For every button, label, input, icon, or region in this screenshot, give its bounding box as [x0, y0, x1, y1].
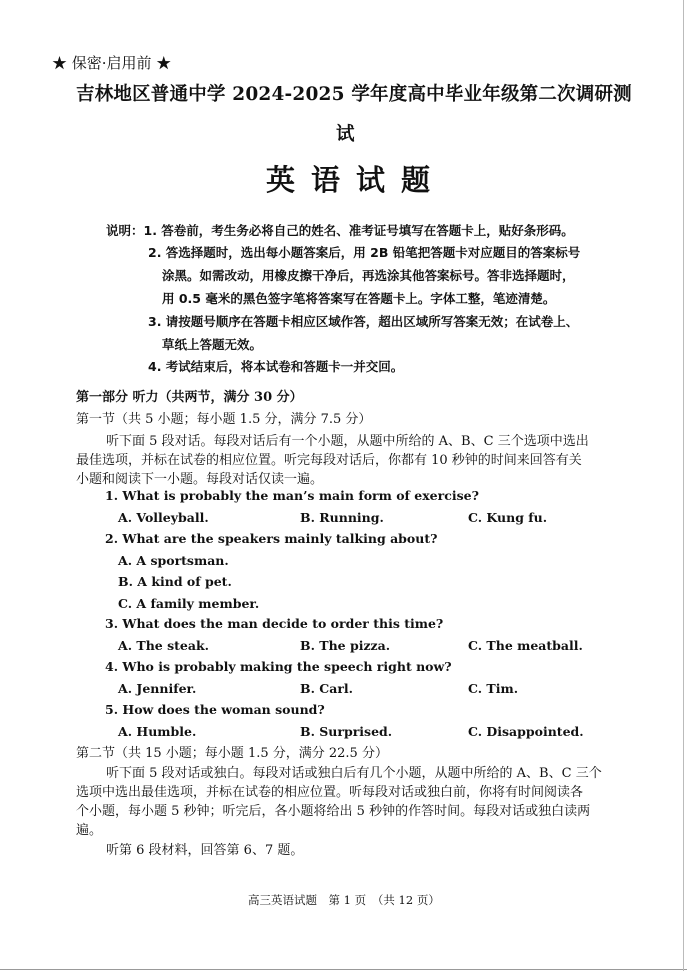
option-1c: C. Kung fu.: [468, 510, 548, 525]
option-3b: B. The pizza.: [300, 638, 391, 653]
option-5a: A. Humble.: [118, 724, 197, 739]
question-5: 5. How does the woman sound?: [105, 702, 325, 717]
section1-heading: 第一节（共 5 小题；每小题 1.5 分，满分 7.5 分）: [76, 412, 372, 427]
option-2b: B. A kind of pet.: [118, 574, 232, 589]
option-2c: C. A family member.: [118, 596, 260, 611]
section1-intro-line: 最佳选项，并标在试卷的相应位置。听完每段对话后，你都有 10 秒钟的时间来回答有关: [76, 453, 582, 468]
bottom-divider: [0, 969, 687, 970]
option-2a: A. A sportsman.: [118, 553, 229, 568]
subject-title: 英语试题: [266, 163, 447, 197]
option-5c: C. Disappointed.: [468, 724, 584, 739]
section2-intro-line: 选项中选出最佳选项，并标在试卷的相应位置。听每段对话或独白前，你将有时间阅读各: [76, 785, 584, 800]
option-5b: B. Surprised.: [300, 724, 393, 739]
section2-intro-line: 听下面 5 段对话或独白。每段对话或独白后有几个小题，从题中所给的 A、B、C 三个: [106, 766, 602, 781]
instruction-line: 3. 请按题号顺序在答题卡相应区域作答，超出区域所写答案无效；在试卷上、: [148, 314, 579, 329]
exam-title-line1: 吉林地区普通中学 2024-2025 学年度高中毕业年级第二次调研测: [76, 84, 632, 105]
question-1: 1. What is probably the man’s main form of exercise?: [105, 488, 479, 503]
section1-intro-line: 小题和阅读下一小题。每段对话仅读一遍。: [76, 472, 324, 487]
instruction-line: 草纸上答题无效。: [162, 337, 263, 352]
question-2: 2. What are the speakers mainly talking about?: [105, 531, 438, 546]
part1-heading: 第一部分 听力（共两节，满分 30 分）: [76, 390, 303, 405]
instruction-line: 涂黑。如需改动，用橡皮擦干净后，再选涂其他答案标号。答非选择题时，: [162, 268, 575, 283]
instruction-line: 4. 考试结束后，将本试卷和答题卡一并交回。: [148, 359, 404, 374]
page-footer: 高三英语试题 第 1 页 （共 12 页）: [248, 893, 440, 907]
option-3c: C. The meatball.: [468, 638, 583, 653]
material-instruction: 听第 6 段材料，回答第 6、7 题。: [106, 843, 304, 858]
section1-intro-line: 听下面 5 段对话。每段对话后有一个小题，从题中所给的 A、B、C 三个选项中选出: [106, 434, 589, 449]
secret-mark: ★ 保密·启用前 ★: [52, 54, 172, 72]
option-1b: B. Running.: [300, 510, 384, 525]
option-4c: C. Tim.: [468, 681, 519, 696]
instruction-line: 2. 答选择题时，选出每小题答案后，用 2B 铅笔把答题卡对应题目的答案标号: [148, 245, 581, 260]
option-3a: A. The steak.: [118, 638, 209, 653]
option-4b: B. Carl.: [300, 681, 354, 696]
section2-heading: 第二节（共 15 小题；每小题 1.5 分，满分 22.5 分）: [76, 746, 388, 761]
instruction-line: 用 0.5 毫米的黑色签字笔将答案写在答题卡上。字体工整，笔迹清楚。: [162, 291, 556, 306]
question-4: 4. Who is probably making the speech right now?: [105, 659, 452, 674]
section2-intro-line: 遍。: [76, 823, 103, 838]
question-3: 3. What does the man decide to order this time?: [105, 616, 444, 631]
exam-title-line2: 试: [336, 124, 355, 145]
option-4a: A. Jennifer.: [118, 681, 197, 696]
option-1a: A. Volleyball.: [118, 510, 209, 525]
section2-intro-line: 个小题，每小题 5 秒钟；听完后，各小题将给出 5 秒钟的作答时间。每段对话或独白读两: [76, 804, 591, 819]
instruction-line: 说明：1. 答卷前，考生务必将自己的姓名、准考证号填写在答题卡上，贴好条形码。: [106, 223, 574, 238]
right-edge-divider: [683, 0, 684, 971]
